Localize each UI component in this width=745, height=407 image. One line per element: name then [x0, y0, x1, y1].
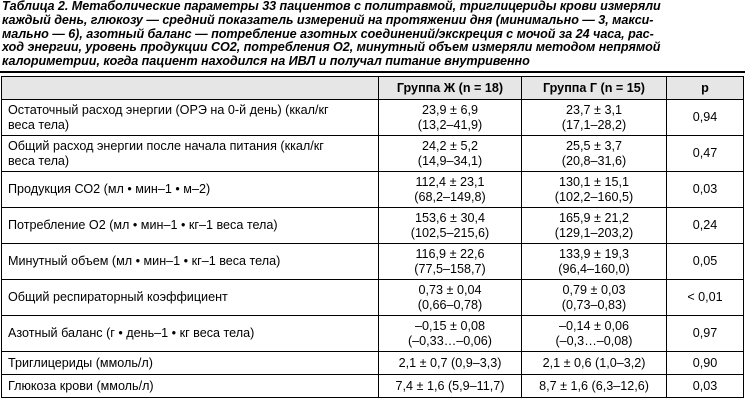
param-cell: Глюкоза крови (ммоль/л): [2, 375, 379, 398]
group-g-cell: 133,9 ± 19,3 (96,4–160,0): [522, 244, 667, 280]
p-value-cell: < 0,01: [667, 280, 744, 316]
metabolic-table: [1, 76, 744, 398]
caption-line: ход энергии, уровень продукции СО2, потребления О2, минутный объем измеряли методом непрямой: [2, 40, 661, 55]
table-row: [2, 244, 744, 280]
group-zh-cell: 116,9 ± 22,6 (77,5–158,7): [379, 244, 522, 280]
group-zh-cell: 2,1 ± 0,7 (0,9–3,3): [379, 352, 522, 375]
p-value-cell: 0,94: [667, 100, 744, 136]
table-row: [2, 136, 744, 172]
header-row: [2, 77, 744, 100]
param-cell: Продукция СО2 (мл • мин–1 • м–2): [2, 172, 379, 208]
table-row: [2, 100, 744, 136]
table-row: [2, 280, 744, 316]
caption-line: калориметрии, когда пациент находился на ИВЛ и получал питание внутривенно: [2, 54, 530, 69]
p-value-cell: 0,47: [667, 136, 744, 172]
group-zh-cell: 7,4 ± 1,6 (5,9–11,7): [379, 375, 522, 398]
param-cell: Потребление О2 (мл • мин–1 • кг–1 веса тела): [2, 208, 379, 244]
table-row: [2, 316, 744, 352]
param-cell: Остаточный расход энергии (ОРЭ на 0-й день) (ккал/кг веса тела): [2, 100, 379, 136]
group-zh-cell: 112,4 ± 23,1 (68,2–149,8): [379, 172, 522, 208]
table-row: [2, 352, 744, 375]
caption-line: Метаболические параметры 33 пациентов с политравмой, триглицериды крови измеряли: [71, 0, 661, 13]
param-cell: Общий расход энергии после начала питания (ккал/кг веса тела): [2, 136, 379, 172]
group-g-cell: 0,79 ± 0,03 (0,73–0,83): [522, 280, 667, 316]
top-rule: [0, 71, 745, 73]
group-zh-cell: 0,73 ± 0,04 (0,66–0,78): [379, 280, 522, 316]
table-row: [2, 375, 744, 398]
p-value-cell: 0,90: [667, 352, 744, 375]
group-g-cell: 130,1 ± 15,1 (102,2–160,5): [522, 172, 667, 208]
header-p: p: [667, 77, 744, 100]
header-group-g: Группа Г (n = 15): [522, 77, 667, 100]
caption-line: мально — 6), азотный баланс — потребление азотных соединений/экскреция с мочой за 24 часа, рас-: [2, 26, 654, 41]
header-group-zh: Группа Ж (n = 18): [379, 77, 522, 100]
header-param: [2, 77, 379, 100]
group-g-cell: 165,9 ± 21,2 (129,1–203,2): [522, 208, 667, 244]
group-g-cell: 2,1 ± 0,6 (1,0–3,2): [522, 352, 667, 375]
group-g-cell: –0,14 ± 0,06 (–0,3…–0,08): [522, 316, 667, 352]
param-cell: Триглицериды (ммоль/л): [2, 352, 379, 375]
p-value-cell: 0,03: [667, 172, 744, 208]
group-g-cell: 25,5 ± 3,7 (20,8–31,6): [522, 136, 667, 172]
p-value-cell: 0,24: [667, 208, 744, 244]
param-cell: Минутный объем (мл • мин–1 • кг–1 веса тела): [2, 244, 379, 280]
table-caption: [2, 0, 742, 69]
param-cell: Азотный баланс (г • день–1 • кг веса тела): [2, 316, 379, 352]
caption-line: каждый день, глюкозу — средний показатель измерений на протяжении дня (минимально — 3, макси-: [2, 12, 654, 27]
group-zh-cell: 24,2 ± 5,2 (14,9–34,1): [379, 136, 522, 172]
p-value-cell: 0,97: [667, 316, 744, 352]
group-g-cell: 23,7 ± 3,1 (17,1–28,2): [522, 100, 667, 136]
param-cell: Общий респираторный коэффициент: [2, 280, 379, 316]
group-zh-cell: 23,9 ± 6,9 (13,2–41,9): [379, 100, 522, 136]
group-zh-cell: 153,6 ± 30,4 (102,5–215,6): [379, 208, 522, 244]
p-value-cell: 0,03: [667, 375, 744, 398]
p-value-cell: 0,05: [667, 244, 744, 280]
group-zh-cell: –0,15 ± 0,08 (–0,33…–0,06): [379, 316, 522, 352]
caption-title: Таблица 2.: [2, 0, 69, 13]
table-row: [2, 172, 744, 208]
table-row: [2, 208, 744, 244]
group-g-cell: 8,7 ± 1,6 (6,3–12,6): [522, 375, 667, 398]
